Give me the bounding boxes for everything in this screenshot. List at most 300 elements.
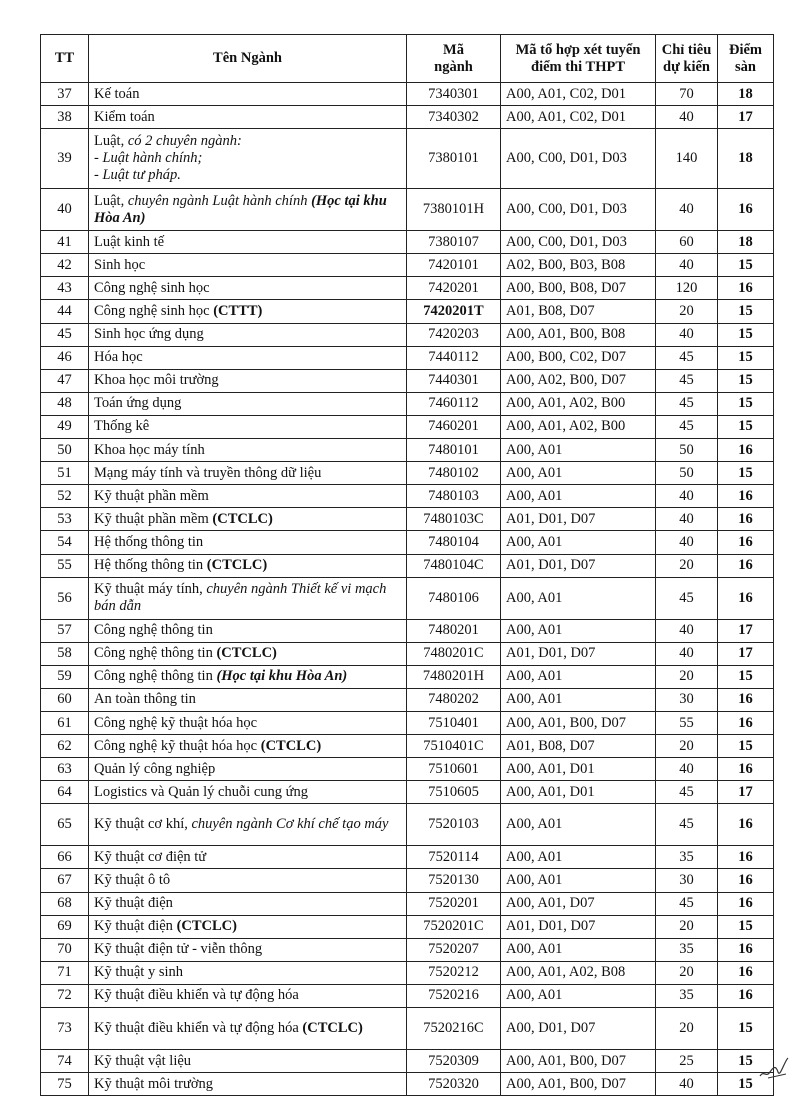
column-header-quota-line2: dự kiến xyxy=(663,58,710,75)
row-number: 53 xyxy=(41,508,89,531)
major-code: 7520201C xyxy=(407,915,501,938)
subject-combinations: A00, B00, C02, D07 xyxy=(501,346,656,369)
minimum-score: 18 xyxy=(718,83,774,106)
table-row xyxy=(41,1073,774,1096)
major-name-part: (Học tại khu Hòa An) xyxy=(216,668,348,685)
row-number: 44 xyxy=(41,300,89,323)
table-row xyxy=(41,554,774,577)
expected-quota: 20 xyxy=(656,300,718,323)
major-name xyxy=(89,642,407,665)
major-name xyxy=(89,688,407,711)
major-name xyxy=(89,984,407,1007)
row-number: 55 xyxy=(41,554,89,577)
minimum-score: 15 xyxy=(718,1050,774,1073)
subject-combinations: A00, A01 xyxy=(501,869,656,892)
expected-quota: 20 xyxy=(656,554,718,577)
row-number: 68 xyxy=(41,892,89,915)
subject-combinations: A00, A01 xyxy=(501,688,656,711)
table-row xyxy=(41,642,774,665)
major-code: 7440112 xyxy=(407,346,501,369)
minimum-score: 16 xyxy=(718,688,774,711)
subject-combinations: A00, A01 xyxy=(501,804,656,846)
column-header-code xyxy=(407,35,501,83)
major-code: 7340302 xyxy=(407,106,501,129)
row-number: 63 xyxy=(41,758,89,781)
row-number: 41 xyxy=(41,231,89,254)
row-number: 45 xyxy=(41,323,89,346)
major-name-part: Kỹ thuật cơ khí, xyxy=(94,816,192,833)
column-header-quota-line1: Chỉ tiêu xyxy=(661,41,712,58)
major-name-part: Công nghệ thông tin xyxy=(94,622,213,639)
major-name xyxy=(89,346,407,369)
major-code: 7480101 xyxy=(407,439,501,462)
major-name xyxy=(89,300,407,323)
minimum-score: 16 xyxy=(718,577,774,619)
major-name-part: Công nghệ sinh học xyxy=(94,279,210,296)
major-name-part: Sinh học xyxy=(94,256,146,273)
major-name xyxy=(89,1050,407,1073)
major-code: 7480201C xyxy=(407,642,501,665)
table-row xyxy=(41,231,774,254)
expected-quota: 45 xyxy=(656,577,718,619)
expected-quota: 40 xyxy=(656,1073,718,1096)
expected-quota: 40 xyxy=(656,106,718,129)
major-code: 7380107 xyxy=(407,231,501,254)
row-number: 54 xyxy=(41,531,89,554)
subject-combinations: A01, B08, D07 xyxy=(501,300,656,323)
major-name xyxy=(89,711,407,734)
major-name-part: Thống kê xyxy=(94,418,150,435)
major-name-part: (CTCLC) xyxy=(176,918,237,935)
expected-quota: 45 xyxy=(656,415,718,438)
minimum-score: 15 xyxy=(718,254,774,277)
table-body xyxy=(41,83,774,1096)
table-row xyxy=(41,189,774,231)
major-specialization: - Luật tư pháp. xyxy=(94,167,181,184)
major-code: 7480202 xyxy=(407,688,501,711)
major-name xyxy=(89,554,407,577)
major-name-part: Công nghệ thông tin xyxy=(94,645,217,662)
row-number: 49 xyxy=(41,415,89,438)
major-code: 7480106 xyxy=(407,577,501,619)
table-row xyxy=(41,577,774,619)
expected-quota: 35 xyxy=(656,846,718,869)
major-code: 7420201 xyxy=(407,277,501,300)
major-code: 7480103 xyxy=(407,485,501,508)
table-row xyxy=(41,758,774,781)
subject-combinations: A00, A01, A02, B08 xyxy=(501,961,656,984)
major-name-part: Khoa học môi trường xyxy=(94,372,219,389)
minimum-score: 17 xyxy=(718,106,774,129)
major-name xyxy=(89,277,407,300)
expected-quota: 40 xyxy=(656,323,718,346)
major-name-part: Kỹ thuật điện tử - viễn thông xyxy=(94,941,263,958)
major-name-part: Kỹ thuật vật liệu xyxy=(94,1052,192,1069)
major-name xyxy=(89,938,407,961)
minimum-score: 16 xyxy=(718,984,774,1007)
major-name-part: Kỹ thuật phần mềm xyxy=(94,510,213,527)
major-code: 7340301 xyxy=(407,83,501,106)
minimum-score: 15 xyxy=(718,392,774,415)
expected-quota: 40 xyxy=(656,254,718,277)
major-name-part: có 2 chuyên ngành: xyxy=(127,133,242,150)
column-header-combo xyxy=(501,35,656,83)
major-name-part: Công nghệ thông tin xyxy=(94,668,217,685)
row-number: 61 xyxy=(41,711,89,734)
major-name xyxy=(89,781,407,804)
subject-combinations: A00, A01, A02, B00 xyxy=(501,392,656,415)
row-number: 42 xyxy=(41,254,89,277)
subject-combinations: A00, A01, D07 xyxy=(501,892,656,915)
major-name-part: Logistics và Quản lý chuỗi cung ứng xyxy=(94,783,309,800)
major-code: 7440301 xyxy=(407,369,501,392)
table-row xyxy=(41,83,774,106)
column-header-name: Tên Ngành xyxy=(89,35,407,83)
table-row xyxy=(41,869,774,892)
major-code: 7520130 xyxy=(407,869,501,892)
row-number: 46 xyxy=(41,346,89,369)
table-row xyxy=(41,277,774,300)
minimum-score: 15 xyxy=(718,915,774,938)
major-name-part: Công nghệ kỹ thuật hóa học xyxy=(94,737,261,754)
table-row xyxy=(41,1050,774,1073)
column-header-quota xyxy=(656,35,718,83)
row-number: 66 xyxy=(41,846,89,869)
minimum-score: 15 xyxy=(718,300,774,323)
expected-quota: 20 xyxy=(656,1008,718,1050)
row-number: 69 xyxy=(41,915,89,938)
major-name-part: chuyên ngành Luật hành chính xyxy=(127,192,308,209)
minimum-score: 16 xyxy=(718,439,774,462)
admissions-table xyxy=(40,34,774,1096)
major-code: 7520201 xyxy=(407,892,501,915)
row-number: 71 xyxy=(41,961,89,984)
expected-quota: 30 xyxy=(656,869,718,892)
expected-quota: 60 xyxy=(656,231,718,254)
expected-quota: 40 xyxy=(656,508,718,531)
major-name-part: chuyên ngành Cơ khí chế tạo máy xyxy=(191,816,389,833)
column-header-score xyxy=(718,35,774,83)
minimum-score: 18 xyxy=(718,231,774,254)
expected-quota: 20 xyxy=(656,961,718,984)
expected-quota: 45 xyxy=(656,346,718,369)
expected-quota: 25 xyxy=(656,1050,718,1073)
column-header-score-line2: sàn xyxy=(735,58,756,75)
column-header-tt: TT xyxy=(41,35,89,83)
subject-combinations: A00, B00, B08, D07 xyxy=(501,277,656,300)
major-code: 7420101 xyxy=(407,254,501,277)
major-name xyxy=(89,915,407,938)
minimum-score: 16 xyxy=(718,846,774,869)
major-code: 7510601 xyxy=(407,758,501,781)
minimum-score: 16 xyxy=(718,189,774,231)
expected-quota: 40 xyxy=(656,758,718,781)
major-code: 7520103 xyxy=(407,804,501,846)
major-name-part: Luật, xyxy=(94,133,128,150)
table-row xyxy=(41,711,774,734)
table-row xyxy=(41,369,774,392)
minimum-score: 16 xyxy=(718,277,774,300)
subject-combinations: A00, C00, D01, D03 xyxy=(501,129,656,189)
major-name xyxy=(89,106,407,129)
subject-combinations: A01, D01, D07 xyxy=(501,508,656,531)
major-code: 7520114 xyxy=(407,846,501,869)
row-number: 74 xyxy=(41,1050,89,1073)
row-number: 73 xyxy=(41,1008,89,1050)
column-header-score-line1: Điểm xyxy=(728,41,762,58)
expected-quota: 45 xyxy=(656,781,718,804)
subject-combinations: A02, B00, B03, B08 xyxy=(501,254,656,277)
major-name-part: Khoa học máy tính xyxy=(94,441,205,458)
minimum-score: 15 xyxy=(718,1073,774,1096)
row-number: 58 xyxy=(41,642,89,665)
row-number: 65 xyxy=(41,804,89,846)
minimum-score: 16 xyxy=(718,554,774,577)
minimum-score: 16 xyxy=(718,869,774,892)
major-code: 7420201T xyxy=(407,300,501,323)
subject-combinations: A00, A01, A02, B00 xyxy=(501,415,656,438)
subject-combinations: A00, A01, B00, D07 xyxy=(501,1073,656,1096)
expected-quota: 40 xyxy=(656,531,718,554)
table-row xyxy=(41,961,774,984)
expected-quota: 40 xyxy=(656,642,718,665)
minimum-score: 15 xyxy=(718,665,774,688)
subject-combinations: A01, D01, D07 xyxy=(501,642,656,665)
subject-combinations: A00, A01, C02, D01 xyxy=(501,106,656,129)
major-name-part: (CTCLC) xyxy=(212,510,273,527)
expected-quota: 140 xyxy=(656,129,718,189)
table-row xyxy=(41,392,774,415)
major-name xyxy=(89,577,407,619)
minimum-score: 17 xyxy=(718,619,774,642)
major-name-part: (Học tại khu Hòa An) xyxy=(94,192,387,226)
major-code: 7520207 xyxy=(407,938,501,961)
major-name xyxy=(89,231,407,254)
table-row xyxy=(41,938,774,961)
minimum-score: 16 xyxy=(718,758,774,781)
major-code: 7380101H xyxy=(407,189,501,231)
major-code: 7510401 xyxy=(407,711,501,734)
subject-combinations: A00, A01 xyxy=(501,938,656,961)
minimum-score: 16 xyxy=(718,531,774,554)
major-code: 7510605 xyxy=(407,781,501,804)
expected-quota: 40 xyxy=(656,619,718,642)
major-name-part: chuyên ngành Thiết kế vi mạch bán dẫn xyxy=(94,581,387,615)
major-name-part: Kỹ thuật điện xyxy=(94,895,173,912)
major-name-part: Kiểm toán xyxy=(94,108,155,125)
minimum-score: 15 xyxy=(718,462,774,485)
major-name-part: Luật, xyxy=(94,192,128,209)
expected-quota: 40 xyxy=(656,189,718,231)
minimum-score: 17 xyxy=(718,642,774,665)
major-name-part: Luật kinh tế xyxy=(94,233,165,250)
row-number: 56 xyxy=(41,577,89,619)
expected-quota: 50 xyxy=(656,439,718,462)
expected-quota: 30 xyxy=(656,688,718,711)
table-header-row xyxy=(41,35,774,83)
subject-combinations: A01, D01, D07 xyxy=(501,554,656,577)
minimum-score: 15 xyxy=(718,735,774,758)
row-number: 64 xyxy=(41,781,89,804)
table-row xyxy=(41,735,774,758)
table-row xyxy=(41,915,774,938)
row-number: 47 xyxy=(41,369,89,392)
major-name xyxy=(89,961,407,984)
major-name-part: Kỹ thuật điều khiển và tự động hóa xyxy=(94,1020,303,1036)
major-code: 7480103C xyxy=(407,508,501,531)
major-name xyxy=(89,531,407,554)
minimum-score: 16 xyxy=(718,508,774,531)
row-number: 39 xyxy=(41,129,89,189)
table-row xyxy=(41,508,774,531)
minimum-score: 15 xyxy=(718,369,774,392)
row-number: 50 xyxy=(41,439,89,462)
major-name xyxy=(89,1008,407,1050)
major-code: 7480201 xyxy=(407,619,501,642)
major-code: 7510401C xyxy=(407,735,501,758)
expected-quota: 55 xyxy=(656,711,718,734)
minimum-score: 15 xyxy=(718,1008,774,1050)
minimum-score: 15 xyxy=(718,346,774,369)
subject-combinations: A00, A01 xyxy=(501,984,656,1007)
major-code: 7460112 xyxy=(407,392,501,415)
major-name xyxy=(89,758,407,781)
subject-combinations: A00, A01 xyxy=(501,846,656,869)
major-name-part: Hệ thống thông tin xyxy=(94,557,207,574)
row-number: 60 xyxy=(41,688,89,711)
minimum-score: 16 xyxy=(718,485,774,508)
major-name xyxy=(89,415,407,438)
column-header-code-line2: ngành xyxy=(434,58,473,75)
table-row xyxy=(41,129,774,189)
subject-combinations: A00, A01, B00, D07 xyxy=(501,711,656,734)
major-name-part: Kỹ thuật máy tính, xyxy=(94,581,207,598)
row-number: 75 xyxy=(41,1073,89,1096)
minimum-score: 17 xyxy=(718,781,774,804)
expected-quota: 45 xyxy=(656,369,718,392)
major-name-part: Hệ thống thông tin xyxy=(94,533,204,550)
major-name xyxy=(89,1073,407,1096)
minimum-score: 16 xyxy=(718,804,774,846)
table-row xyxy=(41,323,774,346)
major-specialization: - Luật hành chính; xyxy=(94,150,203,167)
subject-combinations: A00, A01 xyxy=(501,439,656,462)
subject-combinations: A00, A01 xyxy=(501,531,656,554)
expected-quota: 40 xyxy=(656,485,718,508)
table-row xyxy=(41,619,774,642)
major-name-part: Sinh học ứng dụng xyxy=(94,326,204,343)
subject-combinations: A01, B08, D07 xyxy=(501,735,656,758)
major-name-part: Kỹ thuật điện xyxy=(94,918,177,935)
subject-combinations: A00, A01 xyxy=(501,485,656,508)
expected-quota: 20 xyxy=(656,915,718,938)
major-name xyxy=(89,392,407,415)
column-header-combo-line1: Mã tổ hợp xét tuyển xyxy=(515,41,641,58)
minimum-score: 16 xyxy=(718,961,774,984)
major-name xyxy=(89,83,407,106)
major-name-part: Hóa học xyxy=(94,349,143,366)
expected-quota: 35 xyxy=(656,984,718,1007)
major-name xyxy=(89,619,407,642)
major-name-part: An toàn thông tin xyxy=(94,691,196,708)
row-number: 59 xyxy=(41,665,89,688)
major-code: 7420203 xyxy=(407,323,501,346)
major-name-part: Quản lý công nghiệp xyxy=(94,760,216,777)
subject-combinations: A00, D01, D07 xyxy=(501,1008,656,1050)
table-row xyxy=(41,531,774,554)
row-number: 48 xyxy=(41,392,89,415)
major-name xyxy=(89,462,407,485)
table-row xyxy=(41,462,774,485)
signature-mark xyxy=(756,1052,792,1082)
minimum-score: 16 xyxy=(718,711,774,734)
minimum-score: 15 xyxy=(718,415,774,438)
row-number: 67 xyxy=(41,869,89,892)
expected-quota: 45 xyxy=(656,892,718,915)
row-number: 40 xyxy=(41,189,89,231)
row-number: 38 xyxy=(41,106,89,129)
major-name-part: Kỹ thuật môi trường xyxy=(94,1075,214,1092)
row-number: 57 xyxy=(41,619,89,642)
major-name xyxy=(89,892,407,915)
table-row xyxy=(41,106,774,129)
row-number: 70 xyxy=(41,938,89,961)
major-code: 7460201 xyxy=(407,415,501,438)
subject-combinations: A00, C00, D01, D03 xyxy=(501,231,656,254)
major-code: 7480201H xyxy=(407,665,501,688)
expected-quota: 20 xyxy=(656,735,718,758)
major-code: 7480104 xyxy=(407,531,501,554)
expected-quota: 45 xyxy=(656,804,718,846)
table-row xyxy=(41,439,774,462)
subject-combinations: A00, A01 xyxy=(501,665,656,688)
major-name-part: Mạng máy tính và truyền thông dữ liệu xyxy=(94,464,322,481)
major-name-part: (CTCLC) xyxy=(216,645,277,662)
major-name-part: Công nghệ kỹ thuật hóa học xyxy=(94,714,258,731)
major-code: 7520212 xyxy=(407,961,501,984)
minimum-score: 16 xyxy=(718,938,774,961)
table-row xyxy=(41,346,774,369)
major-name xyxy=(89,735,407,758)
major-name-part: (CTCLC) xyxy=(260,737,322,754)
subject-combinations: A01, D01, D07 xyxy=(501,915,656,938)
major-name xyxy=(89,189,407,231)
major-code: 7520216C xyxy=(407,1008,501,1050)
subject-combinations: A00, A01 xyxy=(501,462,656,485)
subject-combinations: A00, A01, D01 xyxy=(501,758,656,781)
major-name-part: Kỹ thuật điều khiển và tự động hóa xyxy=(94,987,299,1004)
table-row xyxy=(41,984,774,1007)
minimum-score: 18 xyxy=(718,129,774,189)
table-row xyxy=(41,665,774,688)
major-name-part: Kỹ thuật ô tô xyxy=(94,871,171,888)
major-code: 7380101 xyxy=(407,129,501,189)
subject-combinations: A00, A01 xyxy=(501,619,656,642)
table-row xyxy=(41,846,774,869)
subject-combinations: A00, A01, C02, D01 xyxy=(501,83,656,106)
major-name-part: Kỹ thuật phần mềm xyxy=(94,487,209,504)
major-name xyxy=(89,439,407,462)
column-header-code-line1: Mã xyxy=(443,41,464,58)
major-name xyxy=(89,869,407,892)
major-name xyxy=(89,369,407,392)
expected-quota: 70 xyxy=(656,83,718,106)
major-name xyxy=(89,846,407,869)
table-row xyxy=(41,300,774,323)
table-row xyxy=(41,485,774,508)
table-row xyxy=(41,781,774,804)
minimum-score: 16 xyxy=(718,892,774,915)
